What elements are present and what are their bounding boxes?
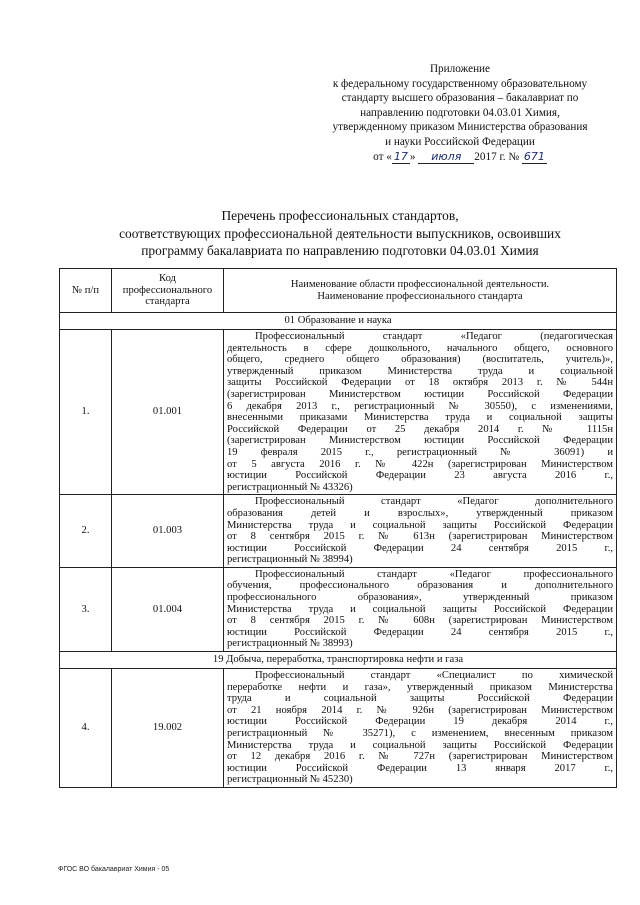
description-line: профессионального образования», утвержденный приказом xyxy=(227,592,613,604)
description-line: Профессиональный стандарт «Педагог профессионального xyxy=(255,568,613,580)
description-line: регистрационный № 35271), с изменением, внесенным приказом xyxy=(227,728,613,739)
description-line: от 8 сентября 2015 г. № 613н (зарегистрирован Министерством xyxy=(227,531,613,543)
description-line: юстиции Российской Федерации 13 января 2017 г., xyxy=(227,762,613,774)
order-year: 2017 г. № xyxy=(474,150,520,163)
appendix-line: к федеральному государственному образовательному xyxy=(332,77,588,90)
row-standard-description xyxy=(224,567,617,651)
description-line: регистрационный № 38994) xyxy=(227,554,353,566)
title-line: Перечень профессиональных стандартов, xyxy=(221,208,459,223)
description-line: Профессиональный стандарт «Специалист по химической xyxy=(255,670,613,682)
order-prefix: от « xyxy=(373,150,392,163)
row-standard-description xyxy=(224,669,617,788)
appendix-line: утвержденному приказом Министерства образования xyxy=(332,121,588,134)
appendix-line: Приложение xyxy=(429,63,491,75)
row-standard-code: 19.002 xyxy=(112,669,224,788)
description-line: внесенными приказами Министерства труда и социальной защиты xyxy=(227,412,613,424)
description-line: образования детей и взрослых», утвержденный приказом xyxy=(227,507,613,519)
header-num: № п/п xyxy=(60,269,112,313)
table-row xyxy=(60,495,617,568)
table-row xyxy=(60,567,617,651)
description-line: общего, среднего общего образования) (воспитатель, учитель)», xyxy=(227,354,613,366)
description-line: труда и социальной защиты Российской Федерации xyxy=(227,693,613,705)
description-line: Профессиональный стандарт «Педагог дополнительного xyxy=(255,496,613,508)
description-line: деятельность в сфере дошкольного, начального общего, основного xyxy=(227,342,613,354)
row-standard-description xyxy=(224,330,617,495)
row-number: 1. xyxy=(60,330,112,495)
document-title xyxy=(60,207,620,260)
row-standard-code: 01.004 xyxy=(112,567,224,651)
row-standard-code: 01.001 xyxy=(112,330,224,495)
description-line: обучения, профессионального образования и дополнительного xyxy=(227,580,613,592)
table-body xyxy=(60,313,617,788)
description-line: 6 декабря 2013 г., регистрационный № 30550), с изменениями, xyxy=(227,400,613,412)
row-number: 3. xyxy=(60,567,112,651)
header-name xyxy=(224,269,617,313)
description-line: юстиции Российской Федерации 24 сентября 2015 г., xyxy=(227,626,613,638)
header-code-line: стандарта xyxy=(145,296,190,308)
table-row xyxy=(60,669,617,788)
description-line: (зарегистрирован Министерством юстиции Российской Федерации xyxy=(227,388,613,400)
title-line: программу бакалавриата по направлению подготовки 04.03.01 Химия xyxy=(141,243,539,259)
order-day-handwritten: 17 xyxy=(393,149,408,163)
description-line: (зарегистрирован Министерством юстиции Российской Федерации xyxy=(227,435,613,447)
order-mid: » xyxy=(409,150,416,163)
appendix-line: и науки Российской Федерации xyxy=(385,135,535,148)
description-line: Министерства труда и социальной защиты Российской Федерации xyxy=(227,519,613,531)
description-line: защиты Российской Федерации от 18 октября 2013 г. № 544н xyxy=(227,377,613,389)
section-title: 01 Образование и наука xyxy=(60,313,617,330)
row-number: 4. xyxy=(60,669,112,788)
section-row xyxy=(60,652,617,669)
description-line: от 5 августа 2016 г. № 422н (зарегистрирован Министерством xyxy=(227,458,613,470)
standards-table xyxy=(59,268,617,788)
order-number-handwritten: 671 xyxy=(523,149,545,163)
section-row xyxy=(60,313,617,330)
row-number: 2. xyxy=(60,495,112,568)
description-line: регистрационный № 45230) xyxy=(227,774,353,786)
description-line: Российской Федерации от 25 декабря 2014 г. № 1115н xyxy=(227,423,613,435)
header-name-line: Наименование области профессиональной деятельности. xyxy=(290,278,550,290)
description-line: юстиции Российской Федерации 19 декабря 2014 г., xyxy=(227,716,613,728)
description-line: юстиции Российской Федерации 23 августа 2016 г., xyxy=(227,470,613,482)
table-row xyxy=(60,330,617,495)
header-code xyxy=(112,269,224,313)
appendix-line: стандарту высшего образования – бакалавриат по xyxy=(341,92,579,105)
title-line: соответствующих профессиональной деятельности выпускников, освоивших xyxy=(119,225,561,241)
row-standard-description xyxy=(224,495,617,568)
description-line: юстиции Российской Федерации 24 сентября 2015 г., xyxy=(227,542,613,554)
description-line: Министерства труда и социальной защиты Российской Федерации xyxy=(227,739,613,751)
description-line: от 8 сентября 2015 г. № 608н (зарегистрирован Министерством xyxy=(227,615,613,627)
row-standard-code: 01.003 xyxy=(112,495,224,568)
description-line: 19 февраля 2015 г., регистрационный № 36091) и xyxy=(227,446,613,458)
order-date-line xyxy=(300,150,620,165)
header-code-line: профессионального xyxy=(122,284,213,296)
header-code-line: Код xyxy=(159,273,176,285)
section-title: 19 Добыча, переработка, транспортировка нефти и газа xyxy=(60,652,617,669)
description-line: Министерства труда и социальной защиты Российской Федерации xyxy=(227,603,613,615)
description-line: регистрационный № 43326) xyxy=(227,481,353,493)
order-month-handwritten: июля xyxy=(418,151,474,164)
appendix-block xyxy=(300,62,620,164)
description-line: регистрационный № 38993) xyxy=(227,638,353,650)
page-footer: ФГОС ВО бакалавриат Химия - 05 xyxy=(58,866,170,873)
header-name-line: Наименование профессионального стандарта xyxy=(317,290,523,302)
description-line: от 12 декабря 2016 г. № 727н (зарегистрирован Министерством xyxy=(227,751,613,763)
description-line: Профессиональный стандарт «Педагог (педагогическая xyxy=(255,331,613,342)
description-line: от 21 ноября 2014 г. № 926н (зарегистрирован Министерством xyxy=(227,704,613,716)
description-line: переработке нефти и газа», утвержденный приказом Министерства xyxy=(227,681,613,693)
table-header-row xyxy=(60,269,617,313)
appendix-line: направлению подготовки 04.03.01 Химия, xyxy=(360,106,560,119)
description-line: утвержденный приказом Министерства труда и социальной xyxy=(227,365,613,377)
